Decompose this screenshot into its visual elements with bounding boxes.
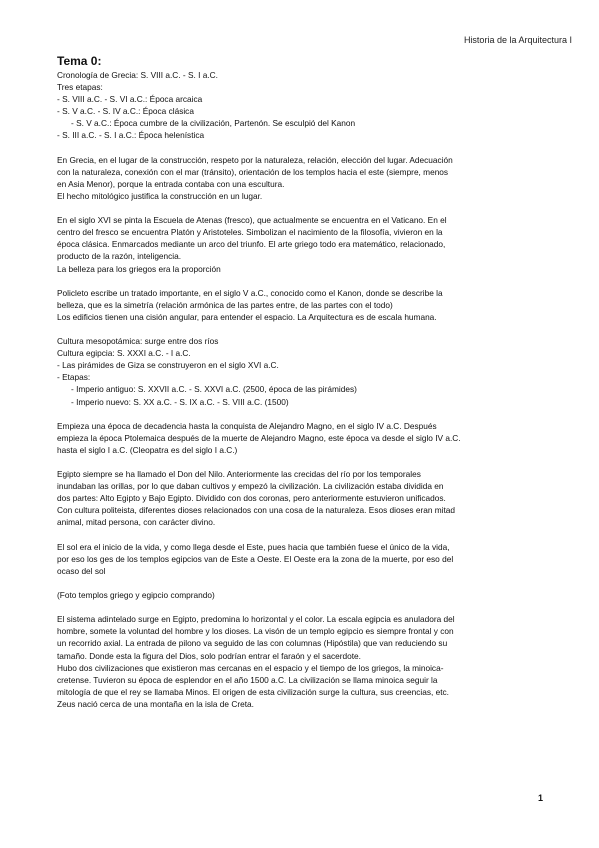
text-line: Con cultura politeista, diferentes dioses relacionados con una cosa de la naturaleza. Esos dioses eran mitad xyxy=(57,505,456,516)
page-header: Historia de la Arquitectura I xyxy=(463,35,572,45)
text-line: época clásica. Enmarcados mediante un arco del triunfo. El arte griego todo era matemático, relacionado, xyxy=(57,239,446,250)
text-line: hasta el siglo I a.C. (Cleopatra es del siglo I a.C.) xyxy=(57,444,238,455)
paragraph xyxy=(57,541,547,577)
text-line: El sistema adintelado surge en Egipto, predomina lo horizontal y el color. La escala egipcia es anuladora del xyxy=(57,614,455,625)
text-line: Zeus nació cerca de una montaña en la isla de Creta. xyxy=(57,698,254,709)
text-line: ocaso del sol xyxy=(57,565,106,576)
text-line: producto de la razón, inteligencia. xyxy=(57,251,182,262)
page-title: Tema 0: xyxy=(57,54,102,68)
text-line: Egipto siempre se ha llamado el Don del Nilo. Anteriormente las crecidas del río por los temporales xyxy=(57,469,421,480)
text-line: con la naturaleza, conexión con el mar (tránsito), orientación de los templos hacia el este (siempre, menos xyxy=(57,166,449,177)
text-line: En Grecia, en el lugar de la construcción, respeto por la naturaleza, relación, elección del lugar. Adecuación xyxy=(57,154,453,165)
greece-chronology-block xyxy=(57,69,547,142)
text-line: Cultura mesopotámica: surge entre dos ríos xyxy=(57,336,219,347)
text-line: tamaño. Donde esta la figura del Dios, solo podrían entrar el faraón y el sacerdote. xyxy=(57,650,361,661)
page-number: 1 xyxy=(537,793,543,803)
text-line: mitología de que el rey se llamaba Minos. El origen de esta civilización surge la cultura, sus creencias, etc. xyxy=(57,686,449,697)
text-line: en Asia Menor), porque la entrada contaba con una escultura. xyxy=(57,178,285,189)
text-line: belleza, que es la simetría (relación armónica de las partes entre, de las partes con el todo) xyxy=(57,299,393,310)
list-item: - S. VIII a.C. - S. VI a.C.: Época arcaica xyxy=(57,94,203,105)
paragraph xyxy=(57,589,547,601)
text-line: Cronología de Grecia: S. VIII a.C. - S. I a.C. xyxy=(57,70,218,80)
text-line: hombre, somete la voluntad del hombre y los dioses. La visón de un templo egipcio es siempre frontal y con xyxy=(57,626,454,637)
paragraph xyxy=(57,154,547,202)
text-line: La belleza para los griegos era la proporción xyxy=(57,263,221,274)
text-line: El hecho mitológico justifica la construcción en un lugar. xyxy=(57,190,263,201)
paragraph xyxy=(57,420,547,456)
document-body xyxy=(57,54,547,710)
list-item: - Las pirámides de Giza se construyeron en el siglo XVI a.C. xyxy=(57,360,279,371)
list-item: - Imperio antiguo: S. XXVII a.C. - S. XXVI a.C. (2500, época de las pirámides) xyxy=(71,384,357,395)
text-line: Cultura egipcia: S. XXXI a.C. - I a.C. xyxy=(57,348,191,359)
list-item: - Imperio nuevo: S. XX a.C. - S. IX a.C. - S. VIII a.C. (1500) xyxy=(71,396,289,407)
list-item: - Etapas: xyxy=(57,372,91,383)
text-line: En el siglo XVI se pinta la Escuela de Atenas (fresco), que actualmente se encuentra en el Vaticano. En el xyxy=(57,215,447,226)
text-line: cretense. Tuvieron su época de esplendor en el año 1500 a.C. La civilización se llama minoica seguir la xyxy=(57,674,438,685)
text-line: centro del fresco se encuentra Platón y Aristoteles. Simbolizan el nacimiento de la filosofía, vivieron en la xyxy=(57,227,443,238)
text-line: un recorrido axial. La entrada de pilono va seguido de las con columnas (Hipóstila) que van reduciendo su xyxy=(57,638,448,649)
list-item: - S. III a.C. - S. I a.C.: Época helenística xyxy=(57,130,205,141)
text-line: animal, mitad persona, con carácter divino. xyxy=(57,517,216,528)
text-line: Hubo dos civilizaciones que existieron mas cercanas en el espacio y el tiempo de los griegos, la minoica- xyxy=(57,662,444,673)
text-line: Empieza una época de decadencia hasta la conquista de Alejandro Magno, en el siglo IV a.C. Después xyxy=(57,420,437,431)
paragraph xyxy=(57,613,547,710)
text-line: Policleto escribe un tratado importante, en el siglo V a.C., conocido como el Kanon, donde se describe la xyxy=(57,287,443,298)
text-line: (Foto templos griego y egipcio comprando) xyxy=(57,590,215,601)
text-line: por eso los ges de los templos egipcios van de Este a Oeste. El Oeste era la zona de la muerte, por eso del xyxy=(57,553,454,564)
list-item: - S. V a.C.: Época cumbre de la civilización, Partenón. Se esculpió del Kanon xyxy=(71,118,356,129)
text-line: Tres etapas: xyxy=(57,82,103,93)
text-line: Los edificios tienen una cisión angular, para entender el espacio. La Arquitectura es de escala humana. xyxy=(57,311,437,322)
text-line: inundaban las orillas, por lo que daban cultivos y empezó la civilización. La civilización estaba dividida en xyxy=(57,481,444,492)
text-line: El sol era el inicio de la vida, y como llega desde el Este, pues hacia que también fuese el único de la vida, xyxy=(57,541,450,552)
paragraph xyxy=(57,468,547,528)
egypt-chronology-block xyxy=(57,335,547,408)
list-item: - S. V a.C. - S. IV a.C.: Época clásica xyxy=(57,106,194,117)
text-line: empieza la época Ptolemaica después de la muerte de Alejandro Magno, este época va desde el siglo IV a.C. xyxy=(57,432,461,443)
paragraph xyxy=(57,214,547,274)
text-line: dos partes: Alto Egipto y Bajo Egipto. Dividido con dos coronas, pero anteriormente estuvieron unificados. xyxy=(57,493,446,504)
paragraph xyxy=(57,287,547,323)
